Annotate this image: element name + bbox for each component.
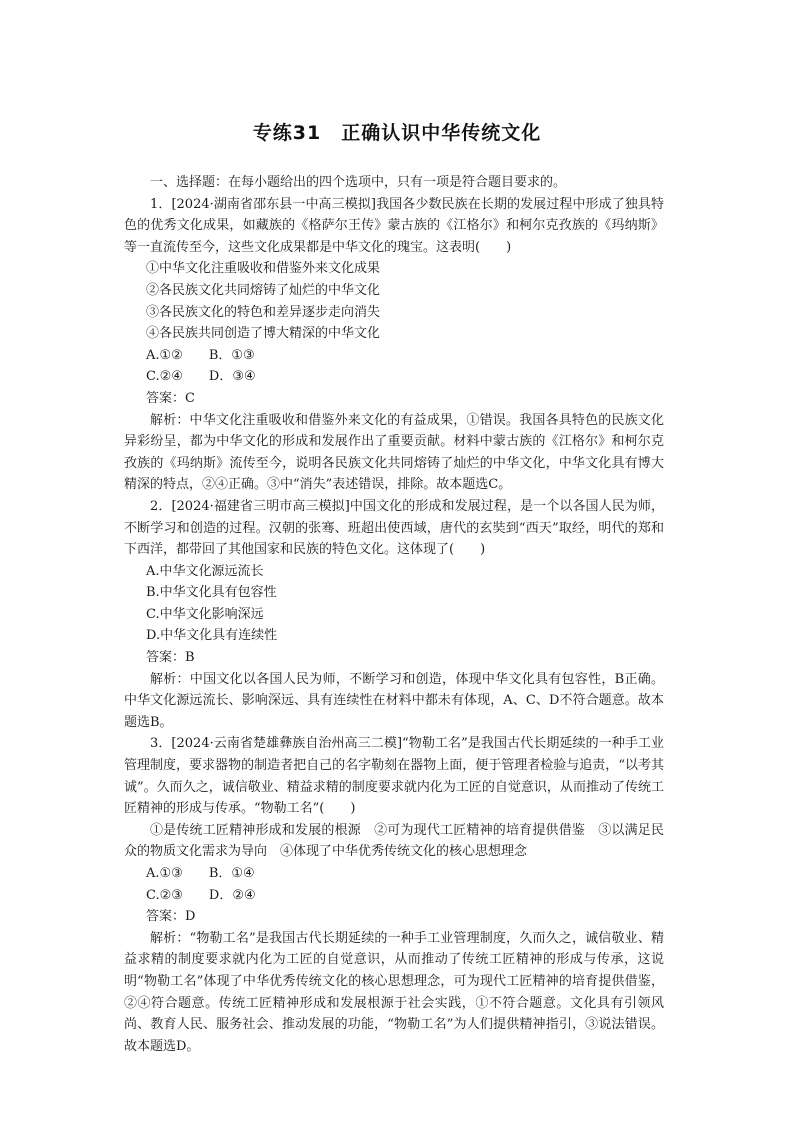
question-2-analysis: 解析：中国文化以各国人民为师，不断学习和创造，体现中华文化具有包容性，B正确。中华文化源远流长、影响深远、具有连续性在材料中都未有体现，A、C、D不符合题意。故本题选B。 [124,671,664,730]
question-1-analysis: 解析：中华文化注重吸收和借鉴外来文化的有益成果，①错误。我国各具特色的民族文化异彩纷呈，都为中华文化的形成和发展作出了重要贡献。材料中蒙古族的《江格尔》和柯尔克孜族的《玛纳斯》流传至今，说明各民族文化共同熔铸了灿烂的中华文化，中华文化具有博大精深的特点，②④正确。③中“消失”表述错误，排除。故本题选C。 [124,412,664,493]
question-3-options-cd: C.②③ D．②④ [146,887,256,903]
question-1-options-cd: C.②④ D．③④ [146,369,256,385]
question-3-stem: 3．[2024·云南省楚雄彝族自治州高三二模]“物勒工名”是我国古代长期延续的一种手工业管理制度，要求器物的制造者把自己的名字勒刻在器物上面，便于管理者检验与追责，“以考其诚”。久而久之，诚信敬业、精益求精的制度要求就内化为工匠的自觉意识，从而推动了传统工匠精神的形成与传承。“物勒工名”( ) [124,736,664,817]
section-instruction: 一、选择题：在每小题给出的四个选项中，只有一项是符合题目要求的。 [150,175,567,190]
question-1-answer: 答案：C [146,390,195,406]
question-3-statements: ①是传统工匠精神形成和发展的根源 ②可为现代工匠精神的培育提供借鉴 ③以满足民众的物质文化需求为导向 ④体现了中华优秀传统文化的核心思想理念 [124,822,664,860]
page-title: 专练31 正确认识中华传统文化 [252,122,542,144]
question-2-option-c: C.中华文化影响深远 [146,606,264,622]
question-3-answer: 答案：D [146,909,196,925]
question-1-statement-3: ③各民族文化的特色和差异逐步走向消失 [146,304,381,320]
question-1-options-ab: A.①② B．①③ [146,347,255,363]
question-1-stem: 1．[2024·湖南省邵东县一中高三模拟]我国各少数民族在长期的发展过程中形成了独具特色的优秀文化成果，如藏族的《格萨尔王传》蒙古族的《江格尔》和柯尔克孜族的《玛纳斯》等一直流传至今，这些文化成果都是中华文化的瑰宝。这表明( ) [124,196,664,255]
question-1-statement-4: ④各民族共同创造了博大精深的中华文化 [146,326,381,342]
question-3-analysis: 解析：“物勒工名”是我国古代长期延续的一种手工业管理制度，久而久之，诚信敬业、精益求精的制度要求就内化为工匠的自觉意识，从而推动了传统工匠精神的形成与传承，这说明“物勒工名”体现了中华优秀传统文化的核心思想理念，可为现代工匠精神的培育提供借鉴，②④符合题意。传统工匠精神形成和发展根源于社会实践，①不符合题意。文化具有引领风尚、教育人民、服务社会、推动发展的功能，“物勒工名”为人们提供精神指引，③说法错误。故本题选D。 [124,930,664,1054]
document-body [124,172,664,1057]
question-1-statement-2: ②各民族文化共同熔铸了灿烂的中华文化 [146,282,381,298]
question-2-option-d: D.中华文化具有连续性 [146,628,278,644]
question-2-option-a: A.中华文化源远流长 [146,563,264,579]
question-1-statement-1: ①中华文化注重吸收和借鉴外来文化成果 [146,261,381,277]
question-2-option-b: B.中华文化具有包容性 [146,585,277,601]
question-2-answer: 答案：B [146,650,195,666]
question-2-stem: 2．[2024·福建省三明市高三模拟]中国文化的形成和发展过程，是一个以各国人民为师，不断学习和创造的过程。汉朝的张骞、班超出使西域，唐代的玄奘到“西天”取经，明代的郑和下西洋，都带回了其他国家和民族的特色文化。这体现了( ) [124,498,664,558]
question-3-options-ab: A.①③ B．①④ [146,866,255,881]
